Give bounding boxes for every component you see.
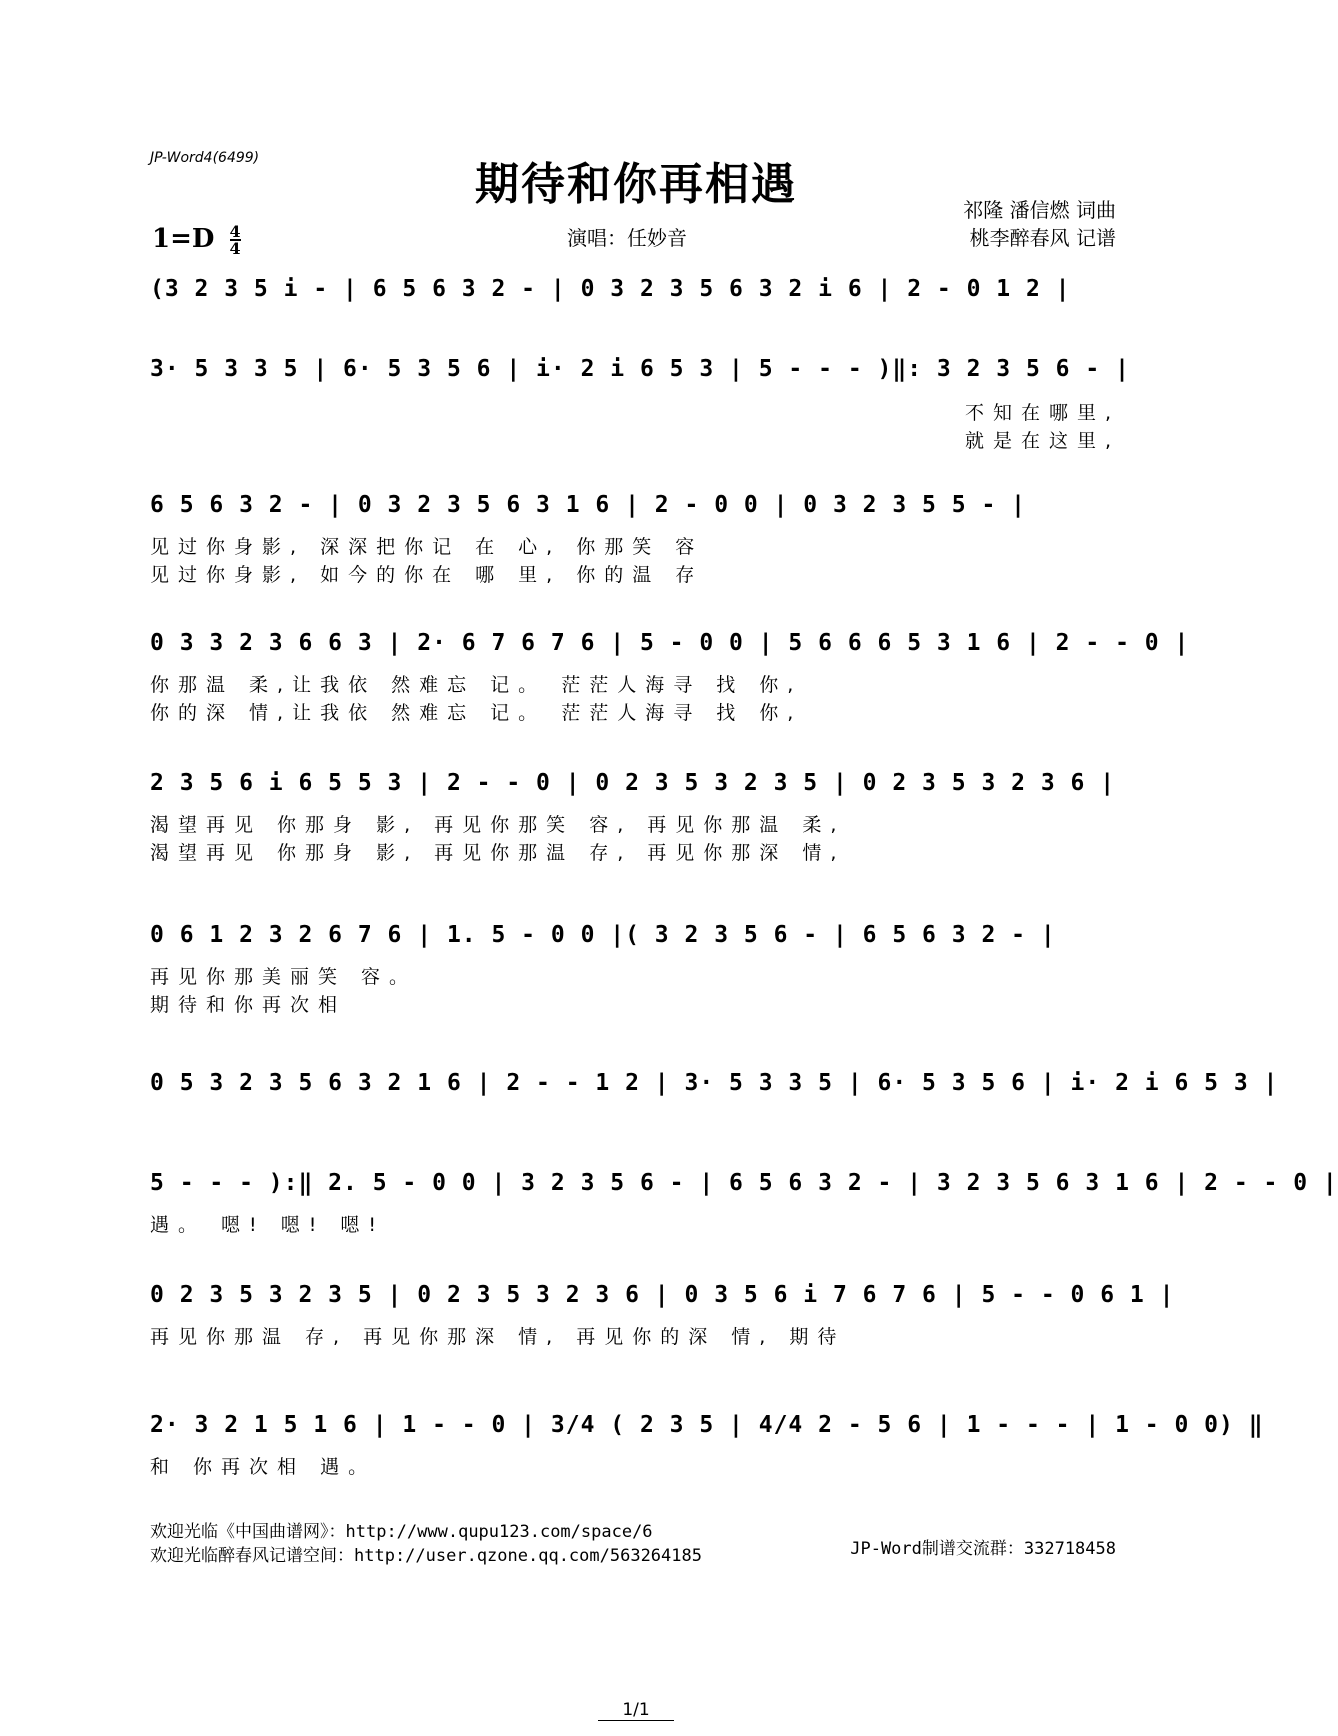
singer-credit: 演唱：任妙音 — [567, 226, 687, 250]
lyrics-line-4-verse-1: 你那温 柔,让我依 然难忘 记。 茫茫人海寻 找 你, — [150, 674, 803, 696]
footer-group-info: JP-Word制谱交流群：332718458 — [850, 1539, 1116, 1559]
lyrics-line-2-verse-1: 不知在哪里, — [964, 402, 1120, 424]
score-line-3: 6 5 6 3 2 - | 0 3 2 3 5 6 3 1 6 | 2 - 0 0 | 0 3 2 3 5 5 - | — [150, 492, 1026, 518]
lyrics-line-10: 和 你再次相 遇。 — [150, 1456, 377, 1478]
lyric-composer-credit: 祁隆 潘信燃 词曲 — [963, 198, 1116, 222]
lyrics-line-5-verse-1: 渴望再见 你那身 影, 再见你那笑 容, 再见你那温 柔, — [150, 814, 846, 836]
lyrics-line-6-verse-2: 期待和你再次相 — [150, 994, 347, 1016]
time-signature-bottom: 4 — [229, 239, 241, 258]
page-number-label: 1/1 — [598, 1700, 673, 1721]
score-line-5: 2 3 5 6 i 6 5 5 3 | 2 - - 0 | 0 2 3 5 3 2 3 5 | 0 2 3 5 3 2 3 6 | — [150, 770, 1116, 796]
score-line-7: 0 5 3 2 3 5 6 3 2 1 6 | 2 - - 1 2 | 3· 5 3 3 5 | 6· 5 3 5 6 | i· 2 i 6 5 3 | — [150, 1070, 1279, 1096]
credits — [963, 196, 1116, 252]
lyrics-line-9: 再见你那温 存, 再见你那深 情, 再见你的深 情, 期待 — [150, 1326, 846, 1348]
score-line-1: (3 2 3 5 i - | 6 5 6 3 2 - | 0 3 2 3 5 6 3 2 i 6 | 2 - 0 1 2 | — [150, 276, 1071, 302]
lyrics-line-8: 遇。 嗯! 嗯! 嗯! — [150, 1214, 385, 1236]
lyrics-line-3-verse-1: 见过你身影, 深深把你记 在 心, 你那笑 容 — [150, 536, 704, 558]
page-number — [0, 1700, 1272, 1720]
time-signature — [230, 224, 241, 256]
lyrics-line-5-verse-2: 渴望再见 你那身 影, 再见你那温 存, 再见你那深 情, — [150, 842, 846, 864]
lyrics-line-2-verse-2: 就是在这里, — [964, 430, 1120, 452]
score-line-2: 3· 5 3 3 5 | 6· 5 3 5 6 | i· 2 i 6 5 3 | 5 - - - )‖: 3 2 3 5 6 - | — [150, 356, 1130, 382]
score-line-9: 0 2 3 5 3 2 3 5 | 0 2 3 5 3 2 3 6 | 0 3 5 6 i 7 6 7 6 | 5 - - 0 6 1 | — [150, 1282, 1175, 1308]
key-signature — [152, 224, 241, 256]
footer-link-qzone[interactable]: 欢迎光临醉春风记谱空间：http://user.qzone.qq.com/563264185 — [150, 1546, 702, 1566]
song-title: 期待和你再相遇 — [475, 159, 797, 210]
watermark-label: JP-Word4(6499) — [150, 150, 260, 166]
transcriber-credit: 桃李醉春风 记谱 — [969, 226, 1116, 250]
time-signature-top: 4 — [229, 222, 241, 241]
score-line-6: 0 6 1 2 3 2 6 7 6 | 1. 5 - 0 0 |( 3 2 3 5 6 - | 6 5 6 3 2 - | — [150, 922, 1056, 948]
footer-link-qupu[interactable]: 欢迎光临《中国曲谱网》：http://www.qupu123.com/space/6 — [150, 1522, 653, 1542]
score-line-8: 5 - - - ):‖ 2. 5 - 0 0 | 3 2 3 5 6 - | 6 5 6 3 2 - | 3 2 3 5 6 3 1 6 | 2 - - 0 | — [150, 1170, 1338, 1196]
footer-links — [150, 1520, 702, 1568]
lyrics-line-3-verse-2: 见过你身影, 如今的你在 哪 里, 你的温 存 — [150, 564, 704, 586]
lyrics-line-4-verse-2: 你的深 情,让我依 然难忘 记。 茫茫人海寻 找 你, — [150, 702, 803, 724]
score-line-10: 2· 3 2 1 5 1 6 | 1 - - 0 | 3/4 ( 2 3 5 | 4/4 2 - 5 6 | 1 - - - | 1 - 0 0) ‖ — [150, 1412, 1264, 1438]
score-line-4: 0 3 3 2 3 6 6 3 | 2· 6 7 6 7 6 | 5 - 0 0 | 5 6 6 6 5 3 1 6 | 2 - - 0 | — [150, 630, 1190, 656]
lyrics-line-6-verse-1: 再见你那美丽笑 容。 — [150, 966, 418, 988]
key-label: 1=D — [152, 224, 215, 254]
